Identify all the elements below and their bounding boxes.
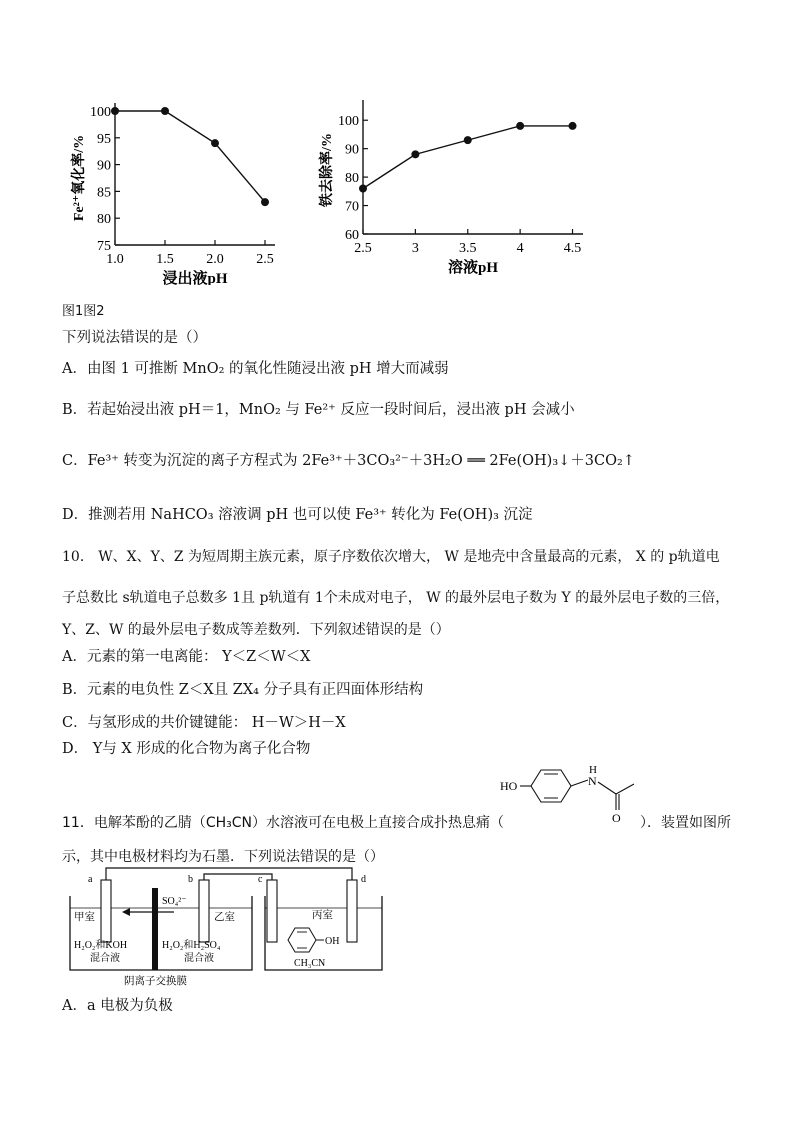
room-1-label: 甲室 (74, 912, 95, 923)
fig2-series-line (363, 126, 573, 189)
room-3-label: 丙室 (312, 910, 333, 921)
q9-stem: 下列说法错误的是（） (62, 330, 207, 346)
fig2-y-axis-label: 铁去除率/% (320, 133, 335, 207)
mol-ho-label: HO (500, 779, 518, 793)
q11-line-1b: ）．装置如图所 (640, 815, 731, 831)
fig2-x-tick-label: 4.5 (563, 241, 582, 256)
fig2-y-tick-label: 80 (345, 171, 359, 187)
ion-label: SO₄²⁻ (162, 896, 187, 907)
q10-line-1: 10． W、X、Y、Z 为短周期主族元素，原子序数依次增大， W 是地壳中含量最高的元素， X 的 p轨道电 (62, 549, 720, 565)
fig2-data-point (464, 136, 472, 144)
fig2-data-point (359, 184, 367, 192)
fig2-y-tick-label: 70 (345, 199, 359, 215)
fig1-data-point (161, 107, 169, 115)
fig1-y-tick-label: 100 (90, 105, 111, 120)
solvent-label: CH₃CN (294, 958, 326, 969)
q10-option-d: D． Y与 X 形成的化合物为离子化合物 (62, 741, 311, 757)
q10-option-a: A．元素的第一电离能： Y＜Z＜W＜X (62, 649, 311, 665)
room-2-label: 乙室 (214, 912, 235, 923)
figure-caption: 图1图2 (62, 304, 105, 319)
q10-line-2: 子总数比 s轨道电子总数多 1且 p轨道有 1个未成对电子， W 的最外层电子数为 Y 的最外层电子数的三倍， (62, 590, 730, 606)
fig2-y-tick-label: 90 (345, 142, 359, 158)
fig1-x-tick-label: 2.0 (206, 252, 224, 267)
fig1-y-tick-label: 80 (97, 212, 111, 228)
figure-2-chart (305, 100, 595, 285)
q10-line-3: Y、Z、W 的最外层电子数成等差数列．下列叙述错误的是（） (62, 622, 450, 638)
q10-option-b: B．元素的电负性 Z＜X且 ZX₄ 分子具有正四面体形结构 (62, 682, 424, 698)
fig1-x-tick-label: 1.5 (156, 252, 174, 267)
fig2-x-tick-label: 3.5 (459, 241, 477, 256)
fig1-series-line (115, 111, 265, 202)
electrode-a-label: a (88, 874, 93, 885)
figure-1-chart (60, 95, 300, 285)
fig2-data-point (516, 122, 524, 130)
q9-option-b: B．若起始浸出液 pH＝1，MnO₂ 与 Fe²⁺ 反应一段时间后，浸出液 pH 会减小 (62, 402, 575, 418)
fig2-data-point (411, 150, 419, 158)
fig1-y-tick-label: 85 (97, 185, 111, 201)
q9-option-c: C．Fe³⁺ 转变为沉淀的离子方程式为 2Fe³⁺＋3CO₃²⁻＋3H₂O ══ 2Fe(OH)₃↓＋3CO₂↑ (62, 453, 635, 469)
solution-1-line-2: 混合液 (90, 953, 120, 964)
electrode-d-label: d (361, 874, 366, 885)
fig2-x-tick-label: 2.5 (354, 241, 372, 256)
q10-option-c: C．与氢形成的共价键键能： H－W＞H－X (62, 715, 346, 731)
fig1-y-axis-label: Fe²⁺氧化率/% (72, 134, 87, 222)
fig2-data-point (569, 122, 577, 130)
fig1-x-tick-label: 1.0 (106, 252, 124, 267)
fig1-x-axis-label: 浸出液pH (162, 271, 228, 285)
fig2-y-tick-label: 60 (345, 228, 359, 243)
mol-n-label: N (588, 774, 597, 788)
fig1-y-tick-label: 75 (97, 239, 111, 254)
solution-2-line-1: H₂O₂和H₂SO₄ (162, 940, 221, 951)
electrode-c-label: c (258, 874, 263, 885)
mol-h-label: H (589, 764, 597, 776)
q11-line-2: 示，其中电极材料均为石墨．下列说法错误的是（） (62, 849, 384, 865)
q11-line-1a: 11．电解苯酚的乙腈（CH₃CN）水溶液可在电极上直接合成扑热息痛（ (62, 815, 504, 831)
paracetamol-structure (498, 760, 648, 830)
fig2-y-tick-label: 100 (338, 114, 359, 130)
mol-o-label: O (612, 811, 621, 825)
fig1-x-tick-label: 2.5 (256, 252, 274, 267)
q11-option-a: A．a 电极为负极 (62, 998, 173, 1014)
fig2-x-axis-label: 溶液pH (447, 260, 499, 276)
q9-option-d: D．推测若用 NaHCO₃ 溶液调 pH 也可以使 Fe³⁺ 转化为 Fe(OH)₃ 沉淀 (62, 507, 533, 523)
electrolysis-apparatus (62, 860, 392, 990)
fig1-data-point (261, 198, 269, 206)
solution-2-line-2: 混合液 (184, 953, 214, 964)
fig1-data-point (211, 139, 219, 147)
fig2-x-tick-label: 3 (411, 241, 419, 256)
phenol-oh-label: OH (325, 936, 340, 947)
fig1-y-tick-label: 90 (97, 158, 111, 174)
solution-1-line-1: H₂O₂和KOH (74, 940, 128, 951)
fig2-x-tick-label: 4 (516, 241, 524, 256)
q9-option-a: A．由图 1 可推断 MnO₂ 的氧化性随浸出液 pH 增大而减弱 (62, 361, 449, 377)
fig1-data-point (111, 107, 119, 115)
electrode-b-label: b (188, 874, 193, 885)
fig1-y-tick-label: 95 (97, 131, 111, 147)
membrane-label: 阴离子交换膜 (124, 976, 187, 987)
